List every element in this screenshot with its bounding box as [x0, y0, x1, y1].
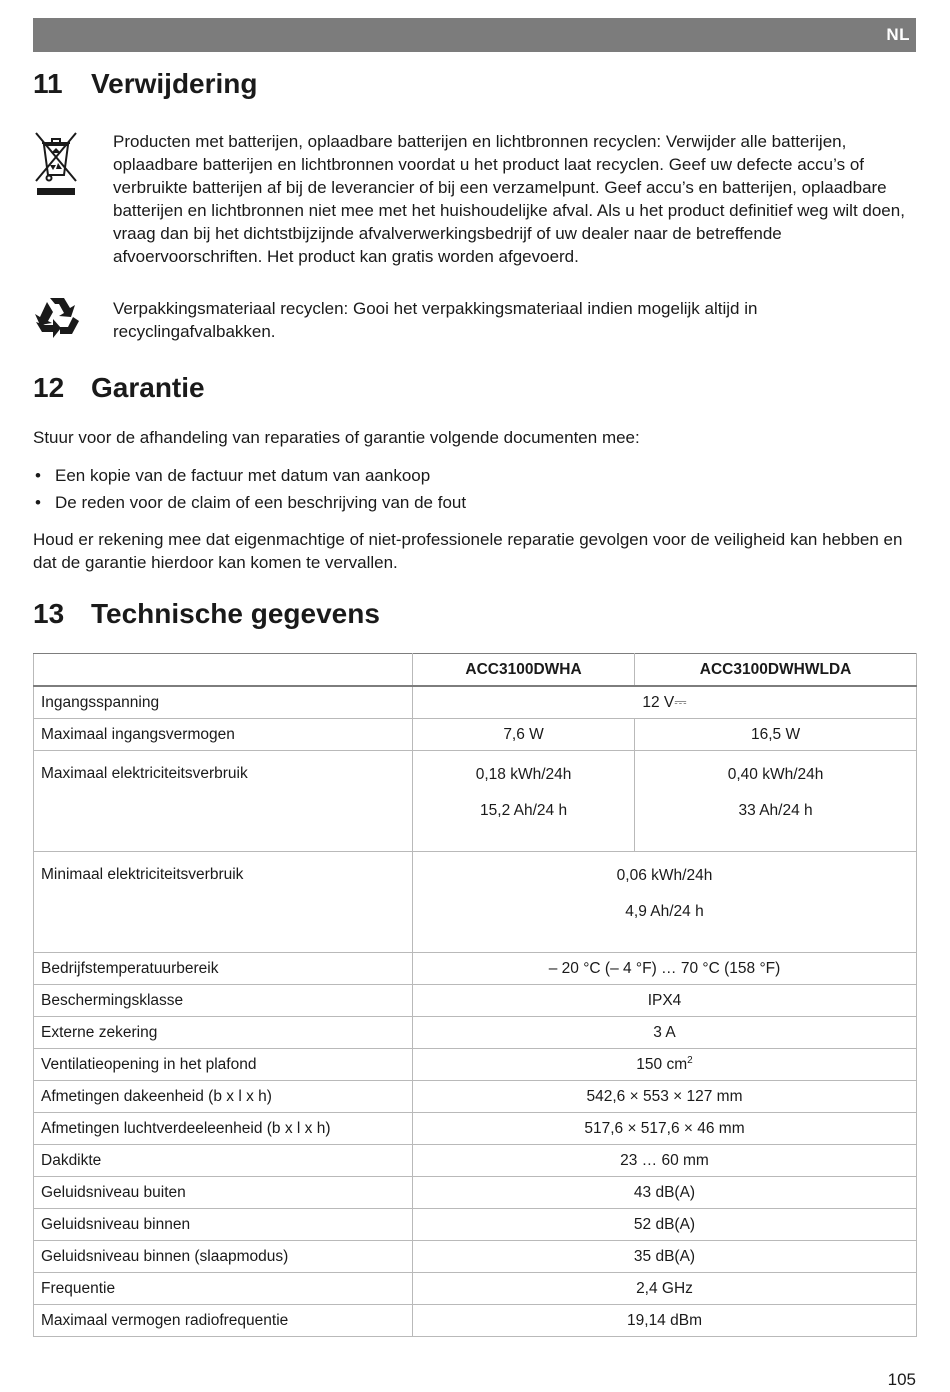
warranty-intro: Stuur voor de afhandeling van reparaties of garantie volgende documenten mee: [33, 428, 640, 447]
section-13-heading [33, 598, 380, 630]
value-line: 0,40 kWh/24h [727, 766, 824, 783]
table-row [34, 1145, 917, 1177]
warranty-document-list [33, 462, 466, 516]
table-row [34, 1241, 917, 1273]
superscript: 2 [687, 1054, 693, 1066]
row-label: Maximaal ingangsvermogen [34, 719, 413, 751]
table-row [34, 953, 917, 985]
row-label: Dakdikte [34, 1145, 413, 1177]
header-cell-model-a: ACC3100DWHA [413, 654, 635, 687]
section-number: 12 [33, 372, 65, 403]
list-item: • Een kopie van de factuur met datum van aankoop [33, 462, 466, 489]
table-row [34, 1113, 917, 1145]
row-value: 19,14 dBm [413, 1305, 917, 1337]
value-line: 4,9 Ah/24 h [625, 903, 704, 920]
row-label: Maximaal vermogen radiofrequentie [34, 1305, 413, 1337]
table-row [34, 985, 917, 1017]
row-label: Maximaal elektriciteitsverbruik [34, 751, 413, 852]
row-value: 35 dB(A) [413, 1241, 917, 1273]
row-label: Afmetingen luchtverdeeleenheid (b x l x h) [34, 1113, 413, 1145]
row-value: 3 A [413, 1017, 917, 1049]
table-row [34, 852, 917, 953]
row-value [413, 686, 917, 719]
table-row [34, 1049, 917, 1081]
row-value-model-a [413, 751, 635, 852]
value-line: 0,06 kWh/24h [616, 867, 713, 884]
row-value-model-a: 7,6 W [413, 719, 635, 751]
header-cell-empty [34, 654, 413, 687]
table-row [34, 1017, 917, 1049]
table-row [34, 1305, 917, 1337]
row-label: Geluidsniveau binnen [34, 1209, 413, 1241]
section-title: Garantie [91, 372, 205, 403]
packaging-recycling-text: Verpakkingsmateriaal recyclen: Gooi het verpakkingsmateriaal indien mogelijk altijd in recyclingafvalbakken. [113, 299, 758, 341]
row-value: IPX4 [413, 985, 917, 1017]
row-value: 517,6 × 517,6 × 46 mm [413, 1113, 917, 1145]
row-label: Ingangsspanning [34, 686, 413, 719]
row-label: Geluidsniveau binnen (slaapmodus) [34, 1241, 413, 1273]
header-cell-model-b: ACC3100DWHWLDA [635, 654, 917, 687]
row-value [413, 1049, 917, 1081]
page-number: 105 [887, 1370, 916, 1389]
table-row [34, 1209, 917, 1241]
row-value: 2,4 GHz [413, 1273, 917, 1305]
table-header-row [34, 654, 917, 687]
value-line: 15,2 Ah/24 h [480, 802, 568, 819]
table-row [34, 1273, 917, 1305]
row-value: – 20 °C (– 4 °F) … 70 °C (158 °F) [413, 953, 917, 985]
value-line: 33 Ah/24 h [738, 802, 813, 819]
technical-data-table [33, 653, 917, 1337]
section-title: Verwijdering [91, 68, 258, 99]
table-row [34, 1081, 917, 1113]
battery-recycling-text: Producten met batterijen, oplaadbare batterijen en lichtbronnen recyclen: Verwijder alle batterijen, oplaadbare batterijen en lichtbronnen voordat u het product laat recyclen. Geef uw defecte accu’s of verbruikte batterijen af bij de leverancier of bij een verzamelpunt. Geef accu’s en batterijen, oplaadbare batterijen en lichtbronnen niet mee met het huishoudelijke afval. Als u het product definitief weg wilt doen, vraag dan bij het dichtstbijzijnde afvalverwerkingsbedrijf of uw dealer naar de betreffende afvoervoorschriften. Het product kan gratis worden afgevoerd. [113, 132, 905, 266]
row-label: Afmetingen dakeenheid (b x l x h) [34, 1081, 413, 1113]
row-value: 542,6 × 553 × 127 mm [413, 1081, 917, 1113]
row-value: 23 … 60 mm [413, 1145, 917, 1177]
value-line: 0,18 kWh/24h [475, 766, 572, 783]
section-12-heading [33, 372, 205, 404]
voltage-value: 12 V [642, 693, 675, 711]
row-label: Ventilatieopening in het plafond [34, 1049, 413, 1081]
row-label: Beschermingsklasse [34, 985, 413, 1017]
row-label: Frequentie [34, 1273, 413, 1305]
warranty-note: Houd er rekening mee dat eigenmachtige of niet-professionele reparatie gevolgen voor de veiligheid kan hebben en dat de garantie hierdoor kan komen te vervallen. [33, 530, 903, 572]
section-number: 11 [33, 68, 63, 99]
dc-symbol-icon: ⎓ [674, 693, 687, 711]
vent-value: 150 cm [636, 1056, 688, 1074]
crossed-out-bin-icon [33, 131, 79, 197]
row-label: Externe zekering [34, 1017, 413, 1049]
row-value-model-b: 16,5 W [635, 719, 917, 751]
table-row [34, 686, 917, 719]
section-number: 13 [33, 598, 65, 629]
table-row [34, 751, 917, 852]
table-row [34, 1177, 917, 1209]
row-value: 52 dB(A) [413, 1209, 917, 1241]
row-label: Bedrijfstemperatuurbereik [34, 953, 413, 985]
row-value: 43 dB(A) [413, 1177, 917, 1209]
recycle-icon [33, 294, 81, 340]
row-value [413, 852, 917, 953]
language-code: NL [886, 25, 910, 44]
table-row [34, 719, 917, 751]
list-item: • De reden voor de claim of een beschrijving van de fout [33, 489, 466, 516]
section-title: Technische gegevens [91, 598, 380, 629]
row-label: Geluidsniveau buiten [34, 1177, 413, 1209]
section-11-heading [33, 68, 258, 100]
language-bar [33, 18, 916, 52]
row-label: Minimaal elektriciteitsverbruik [34, 852, 413, 953]
row-value-model-b [635, 751, 917, 852]
